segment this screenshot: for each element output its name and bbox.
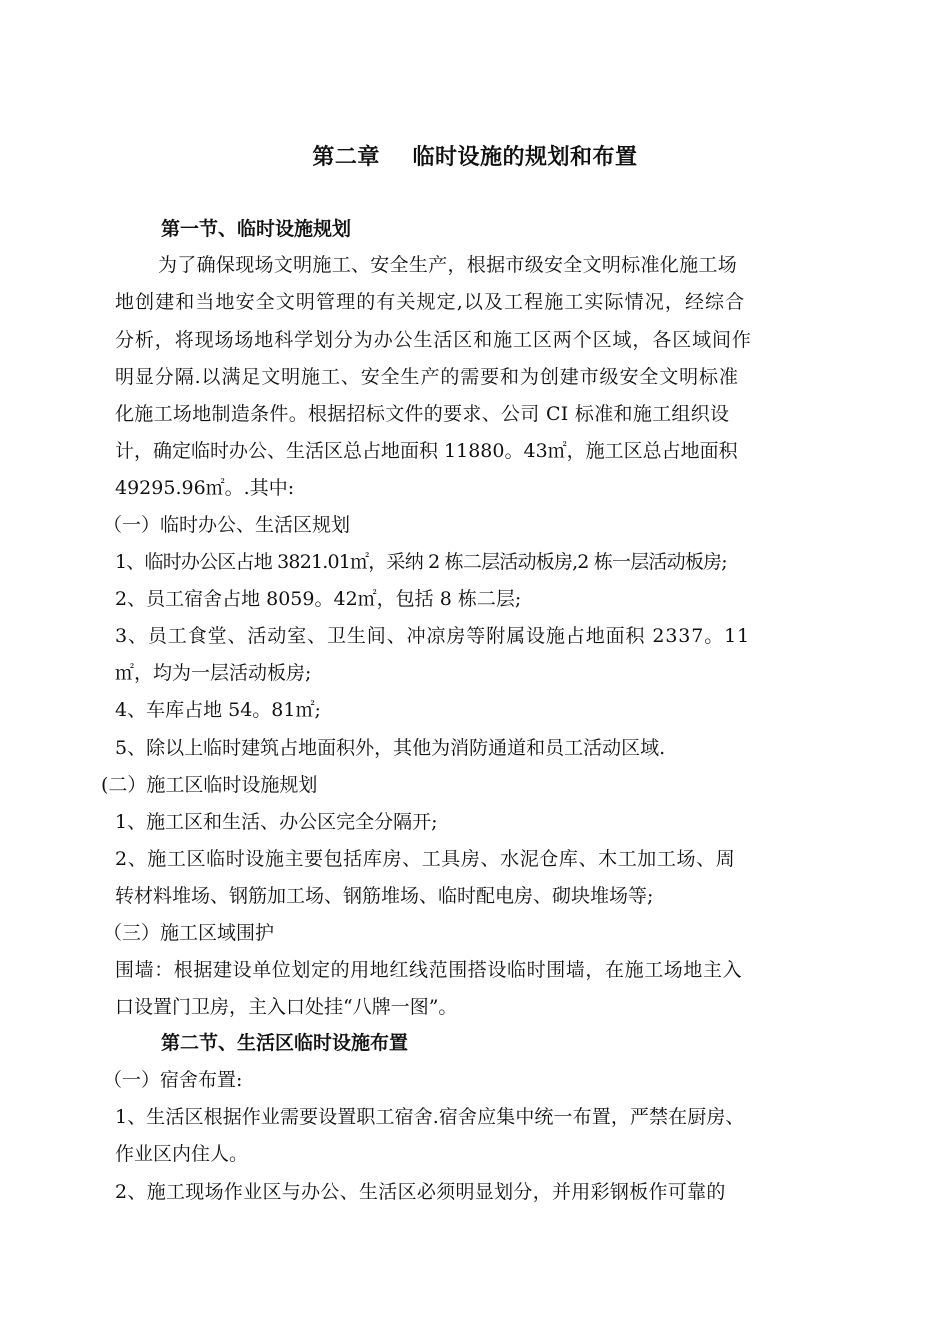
subsection-heading: （三）施工区域围护	[103, 922, 275, 944]
paragraph-line: 地创建和当地安全文明管理的有关规定,以及工程施工实际情况，经综合	[115, 291, 746, 313]
list-item: ㎡，均为一层活动板房;	[115, 662, 312, 684]
list-item: 2、施工区临时设施主要包括库房、工具房、水泥仓库、木工加工场、周	[115, 848, 736, 870]
list-item: 1、施工区和生活、办公区完全分隔开;	[115, 811, 438, 833]
subsection-heading: （一）宿舍布置:	[103, 1069, 243, 1091]
section-heading-1: 第一节、临时设施规划	[161, 218, 352, 240]
list-item: 1、临时办公区占地 3821.01㎡，采纳 2 栋二层活动板房,2 栋一层活动板房;	[115, 551, 727, 573]
list-item: 3、员工食堂、活动室、卫生间、冲凉房等附属设施占地面积 2337。11	[115, 625, 751, 647]
list-item: 5、除以上临时建筑占地面积外，其他为消防通道和员工活动区域.	[115, 737, 666, 759]
paragraph-line: 化施工场地制造条件。根据招标文件的要求、公司 CI 标准和施工组织设	[115, 403, 730, 425]
list-item: 口设置门卫房，主入口处挂“八牌一图”。	[115, 996, 458, 1018]
list-item: 2、员工宿舍占地 8059。42㎡，包括 8 栋二层;	[115, 588, 522, 610]
subsection-heading: (二）施工区临时设施规划	[101, 774, 318, 796]
list-item: 转材料堆场、钢筋加工场、钢筋堆场、临时配电房、砌块堆场等;	[115, 885, 654, 907]
paragraph-line: 为了确保现场文明施工、安全生产，根据市级安全文明标准化施工场	[158, 254, 738, 276]
list-item: 1、生活区根据作业需要设置职工宿舍.宿舍应集中统一布置，严禁在厨房、	[115, 1106, 745, 1128]
paragraph-line: 49295.96㎡。.其中:	[115, 477, 295, 499]
paragraph-line: 分析，将现场场地科学划分为办公生活区和施工区两个区域，各区域间作	[115, 329, 752, 351]
list-item: 4、车库占地 54。81㎡;	[115, 699, 321, 721]
subsection-heading: （一）临时办公、生活区规划	[103, 514, 351, 536]
list-item: 2、施工现场作业区与办公、生活区必须明显划分，并用彩钢板作可靠的	[115, 1181, 726, 1203]
section-heading-2: 第二节、生活区临时设施布置	[161, 1032, 409, 1054]
paragraph-line: 计，确定临时办公、生活区总占地面积 11880。43㎡，施工区总占地面积	[115, 440, 738, 462]
list-item: 围墙：根据建设单位划定的用地红线范围搭设临时围墙，在施工场地主入	[115, 959, 743, 981]
paragraph-line: 明显分隔.以满足文明施工、安全生产的需要和为创建市级安全文明标准	[115, 366, 739, 388]
chapter-title: 第二章 临时设施的规划和布置	[312, 145, 638, 170]
list-item: 作业区内住人。	[115, 1143, 249, 1165]
